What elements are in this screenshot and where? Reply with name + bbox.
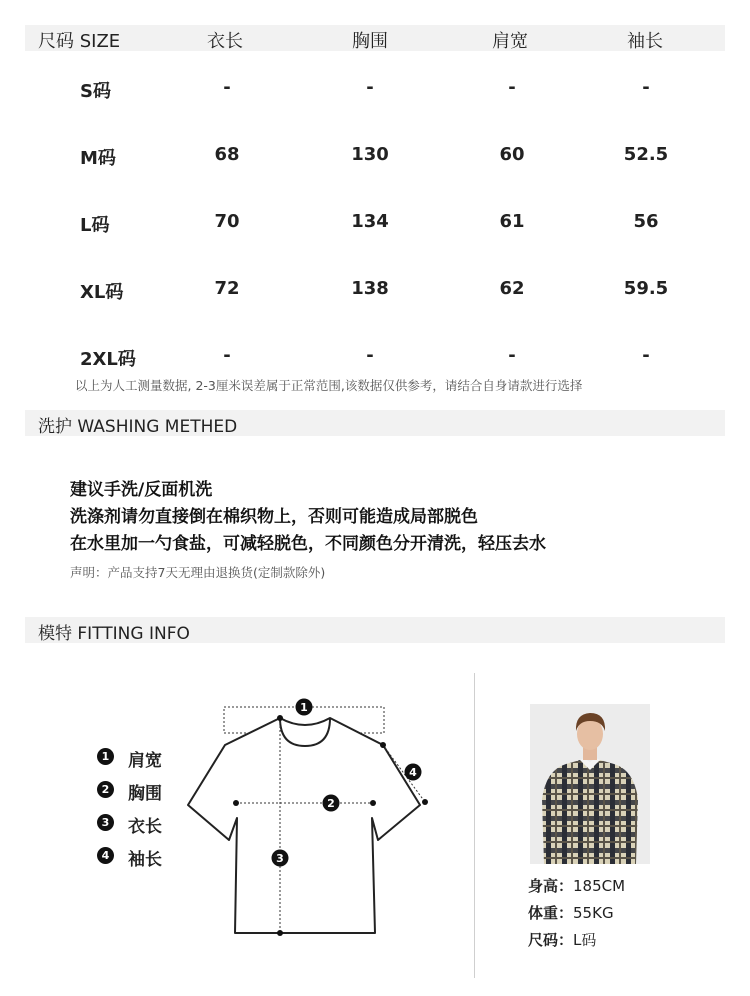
washing-title: 洗护 WASHING METHED <box>38 417 238 437</box>
table-cell: 70 <box>214 211 240 232</box>
model-photo <box>530 704 650 864</box>
table-row-size: XL码 <box>80 282 124 303</box>
height-value: 185CM <box>573 877 626 895</box>
svg-text:4: 4 <box>409 766 417 779</box>
table-cell: 130 <box>351 144 389 165</box>
table-cell: - <box>223 345 231 366</box>
model-weight <box>528 902 614 923</box>
number-3-icon: 3 <box>97 814 114 831</box>
table-cell: 134 <box>351 211 389 232</box>
svg-text:3: 3 <box>276 852 284 865</box>
marker-2-icon <box>323 795 340 812</box>
return-statement: 声明：产品支持7天无理由退换货(定制款除外) <box>70 565 326 580</box>
legend-label: 衣长 <box>128 817 162 837</box>
number-2-icon: 2 <box>97 781 114 798</box>
marker-4-icon <box>405 764 422 781</box>
table-cell: - <box>223 77 231 98</box>
table-cell: 138 <box>351 278 389 299</box>
weight-label: 体重： <box>528 904 574 922</box>
legend-label: 袖长 <box>128 850 162 870</box>
washing-line: 建议手洗/反面机洗 <box>70 480 213 500</box>
chest-column-header: 胸围 <box>352 31 388 52</box>
table-row-size: S码 <box>80 81 111 102</box>
legend-label: 胸围 <box>128 784 162 804</box>
size-column-header: 尺码 SIZE <box>38 31 121 52</box>
size-label: 尺码： <box>528 931 574 949</box>
measurement-note: 以上为人工测量数据, 2-3厘米误差属于正常范围,该数据仅供参考，请结合自身请款进行选择 <box>75 378 583 393</box>
table-cell: 72 <box>214 278 240 299</box>
weight-value: 55KG <box>573 904 614 922</box>
washing-line: 洗涤剂请勿直接倒在棉织物上，否则可能造成局部脱色 <box>70 507 478 527</box>
marker-1-icon <box>296 699 313 716</box>
table-cell: 61 <box>499 211 525 232</box>
sleeve-column-header: 袖长 <box>627 31 663 52</box>
height-label: 身高： <box>528 877 574 895</box>
model-size <box>528 929 596 950</box>
fitting-header-bar <box>25 617 725 643</box>
washing-line: 在水里加一勺食盐，可减轻脱色，不同颜色分开清洗，轻压去水 <box>70 534 546 554</box>
length-column-header: 衣长 <box>207 31 243 52</box>
shoulder-column-header: 肩宽 <box>492 31 528 52</box>
size-value: L码 <box>573 931 597 949</box>
vertical-divider <box>474 673 475 978</box>
table-cell: 56 <box>633 211 659 232</box>
table-cell: 52.5 <box>623 144 669 165</box>
washing-header-bar <box>25 410 725 436</box>
table-cell: - <box>508 77 516 98</box>
svg-text:1: 1 <box>300 701 308 714</box>
table-cell: 59.5 <box>623 278 669 299</box>
table-cell: 68 <box>214 144 240 165</box>
table-cell: - <box>642 345 650 366</box>
number-1-icon: 1 <box>97 748 114 765</box>
table-cell: - <box>366 77 374 98</box>
table-cell: - <box>508 345 516 366</box>
number-4-icon: 4 <box>97 847 114 864</box>
tshirt-measurement-diagram <box>180 690 450 950</box>
table-cell: - <box>366 345 374 366</box>
table-row-size: L码 <box>80 215 110 236</box>
fitting-title: 模特 FITTING INFO <box>38 624 190 644</box>
model-height <box>528 875 625 896</box>
table-cell: 62 <box>499 278 525 299</box>
table-cell: - <box>642 77 650 98</box>
marker-3-icon <box>272 850 289 867</box>
svg-text:2: 2 <box>327 797 335 810</box>
table-cell: 60 <box>499 144 525 165</box>
legend-label: 肩宽 <box>128 751 162 771</box>
table-row-size: 2XL码 <box>80 349 136 370</box>
table-row-size: M码 <box>80 148 116 169</box>
